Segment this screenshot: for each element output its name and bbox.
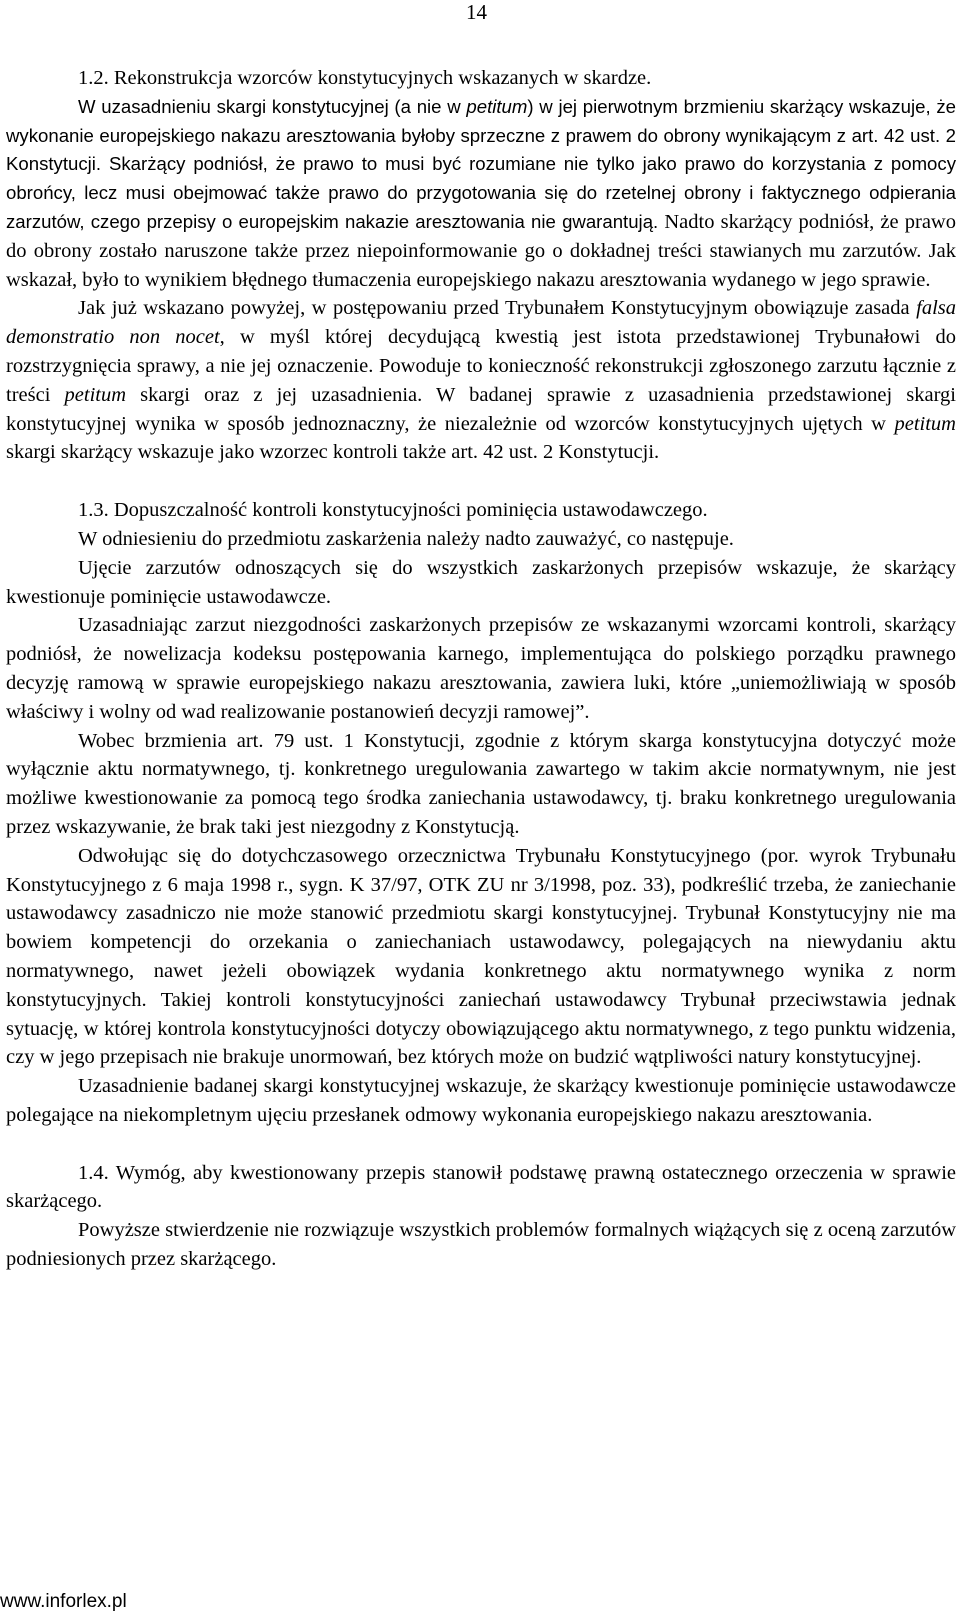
paragraph: Uzasadnienie badanej skargi konstytucyjnej wskazuje, że skarżący kwestionuje pominięcie ustawodawcze polegające na niekompletnym ujęciu przesłanek odmowy wykonania europejskiego nakazu aresztowania. (6, 1075, 956, 1126)
section-spacer (6, 467, 956, 496)
italic-term: falsa demonstratio non nocet (6, 297, 956, 349)
footer-url: www.inforlex.pl (0, 1591, 127, 1612)
paragraph-text: Nadto skarżący podniósł, że prawo do obrony zostało naruszone także przez niepoinformowanie go o dokładnej treści stawianych mu zarzutów. Jak wskazał, było to wynikiem błędnego tłumaczenia europejskiego nakazu aresztowania wydanego w jego sprawie. (6, 210, 956, 291)
paragraph-text: Jak już wskazano powyżej, w postępowaniu przed Trybunałem Konstytucyjnym obowiązuje zasada (78, 297, 917, 320)
paragraph: Uzasadniając zarzut niezgodności zaskarżonych przepisów ze wskazanymi wzorcami kontroli, skarżący podniósł, że nowelizacja kodeksu postępowania karnego, implementująca do polskiego porządku prawnego decyzję ramową w sprawie europejskiego nakazu aresztowania, zawiera luki, które „uniemożliwiają w sposób właściwy i wolny od wad realizowanie postanowień decyzji ramowej”. (6, 614, 956, 723)
paragraph-text: skargi oraz z jej uzasadnienia. W badanej sprawie z uzasadnienia przedstawionej skargi konstytucyjnej wynika w sposób jednoznaczny, że niezależnie od wzorców konstytucyjnych ujętych w (6, 383, 956, 435)
paragraph: Ujęcie zarzutów odnoszących się do wszystkich zaskarżonych przepisów wskazuje, że skarżący kwestionuje pominięcie ustawodawcze. (6, 556, 956, 608)
italic-term: petitum (466, 95, 528, 117)
paragraph (6, 294, 956, 467)
paragraph: W odniesieniu do przedmiotu zaskarżenia należy nadto zauważyć, co następuje. (78, 527, 734, 550)
section-heading: 1.3. Dopuszczalność kontroli konstytucyjności pominięcia ustawodawczego. (78, 499, 708, 522)
paragraph-text: ) w jej pierwotnym brzmieniu skarżący wskazuje, że wykonanie europejskiego nakazu aresztowania byłoby sprzeczne z prawem do obrony wynikającym z art. 42 ust. 2 Konstytucji. Skarżący podniósł, że prawo to musi być rozumiane nie tylko jako prawo do korzystania z pomocy obrońcy, lecz musi obejmować także prawo do przygotowania się do rzetelnej obrony i faktycznego odpierania zarzutów, czego przepisy o europejskim nakazie aresztowania nie gwarantują. (6, 95, 956, 232)
paragraph: Odwołując się do dotychczasowego orzecznictwa Trybunału Konstytucyjnego (por. wyrok Trybunału Konstytucyjnego z 6 maja 1998 r., sygn. K 37/97, OTK ZU nr 3/1998, poz. 33), podkreślić trzeba, że zaniechanie ustawodawcy zasadniczo nie może stanowić przedmiotu skargi konstytucyjnej. Trybunał Konstytucyjny nie ma bowiem kompetencji do orzekania o zaniechaniach ustawodawcy, polegających na niewydaniu aktu normatywnego, nawet jeżeli obowiązek wydania konkretnego aktu normatywnego wynika z norm konstytucyjnych. Takiej kontroli konstytucyjności zaniechań ustawodawcy Trybunał przeciwstawia jednak sytuację, w której kontrola konstytucyjności dotyczy obowiązującego aktu normatywnego, z tego punktu widzenia, czy w jego przepisach nie brakuje unormowań, bez których może on budzić wątpliwości natury konstytucyjnej. (6, 844, 956, 1069)
italic-term: petitum (64, 383, 127, 406)
document-body (6, 64, 956, 1274)
paragraph-text: , w myśl której decydującą kwestią jest istota przedstawionej Trybunałowi do rozstrzygnięcia sprawy, a nie jej oznaczenie. Powoduje to konieczność rekonstrukcji zgłoszonego zarzutu łącznie z treści (6, 326, 956, 406)
section-heading: 1.4. Wymóg, aby kwestionowany przepis stanowił podstawę prawną ostatecznego orzeczenia w sprawie skarżącego. (6, 1161, 956, 1213)
paragraph-text: W uzasadnieniu skargi konstytucyjnej (a nie w (78, 95, 467, 117)
paragraph: Wobec brzmienia art. 79 ust. 1 Konstytucji, zgodnie z którym skarga konstytucyjna dotyczyć może wyłącznie aktu normatywnego, tj. konkretnego uregulowania zawartego w takim akcie normatywnym, nie jest możliwe kwestionowanie za pomocą tego środka zaniechania ustawodawcy, tj. braku konkretnego uregulowania przez wskazywanie, że brak taki jest niezgodny z Konstytucją. (6, 729, 956, 838)
italic-term: petitum (894, 412, 956, 435)
page-number: 14 (466, 0, 487, 24)
paragraph (6, 93, 956, 295)
paragraph: Powyższe stwierdzenie nie rozwiązuje wszystkich problemów formalnych wiążących się z oceną zarzutów podniesionych przez skarżącego. (6, 1219, 956, 1271)
paragraph-text: skargi skarżący wskazuje jako wzorzec kontroli także art. 42 ust. 2 Konstytucji. (6, 441, 660, 464)
section-spacer (6, 1130, 956, 1159)
section-heading: 1.2. Rekonstrukcja wzorców konstytucyjnych wskazanych w skardze. (78, 67, 652, 89)
